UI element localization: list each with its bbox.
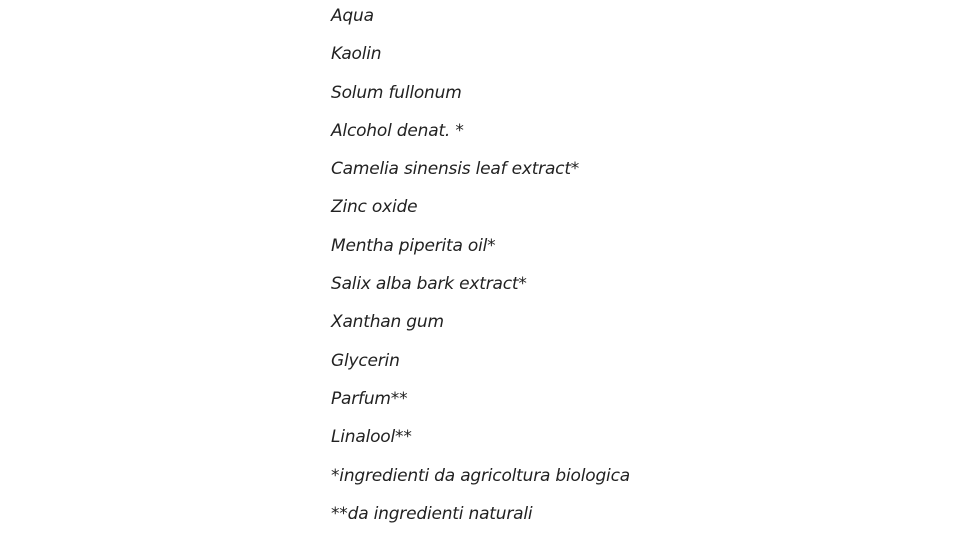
footnote-organic: *ingredienti da agricoltura biologica bbox=[331, 465, 630, 486]
ingredient-item: Parfum** bbox=[331, 388, 408, 409]
ingredient-item: Kaolin bbox=[331, 44, 382, 65]
ingredient-item: Salix alba bark extract* bbox=[331, 274, 527, 295]
ingredient-item: Zinc oxide bbox=[331, 197, 418, 218]
ingredient-item: Solum fullonum bbox=[331, 82, 462, 103]
ingredient-item: Aqua bbox=[331, 6, 374, 26]
ingredient-item: Camelia sinensis leaf extract* bbox=[331, 159, 580, 180]
ingredient-item: Mentha piperita oil* bbox=[331, 235, 496, 256]
ingredient-item: Glycerin bbox=[331, 350, 400, 371]
footnote-natural: **da ingredienti naturali bbox=[331, 503, 533, 524]
ingredient-item: Alcohol denat. * bbox=[331, 120, 464, 141]
ingredient-item: Linalool** bbox=[331, 427, 412, 448]
ingredient-list bbox=[331, 4, 630, 540]
ingredient-item: Xanthan gum bbox=[331, 312, 444, 333]
